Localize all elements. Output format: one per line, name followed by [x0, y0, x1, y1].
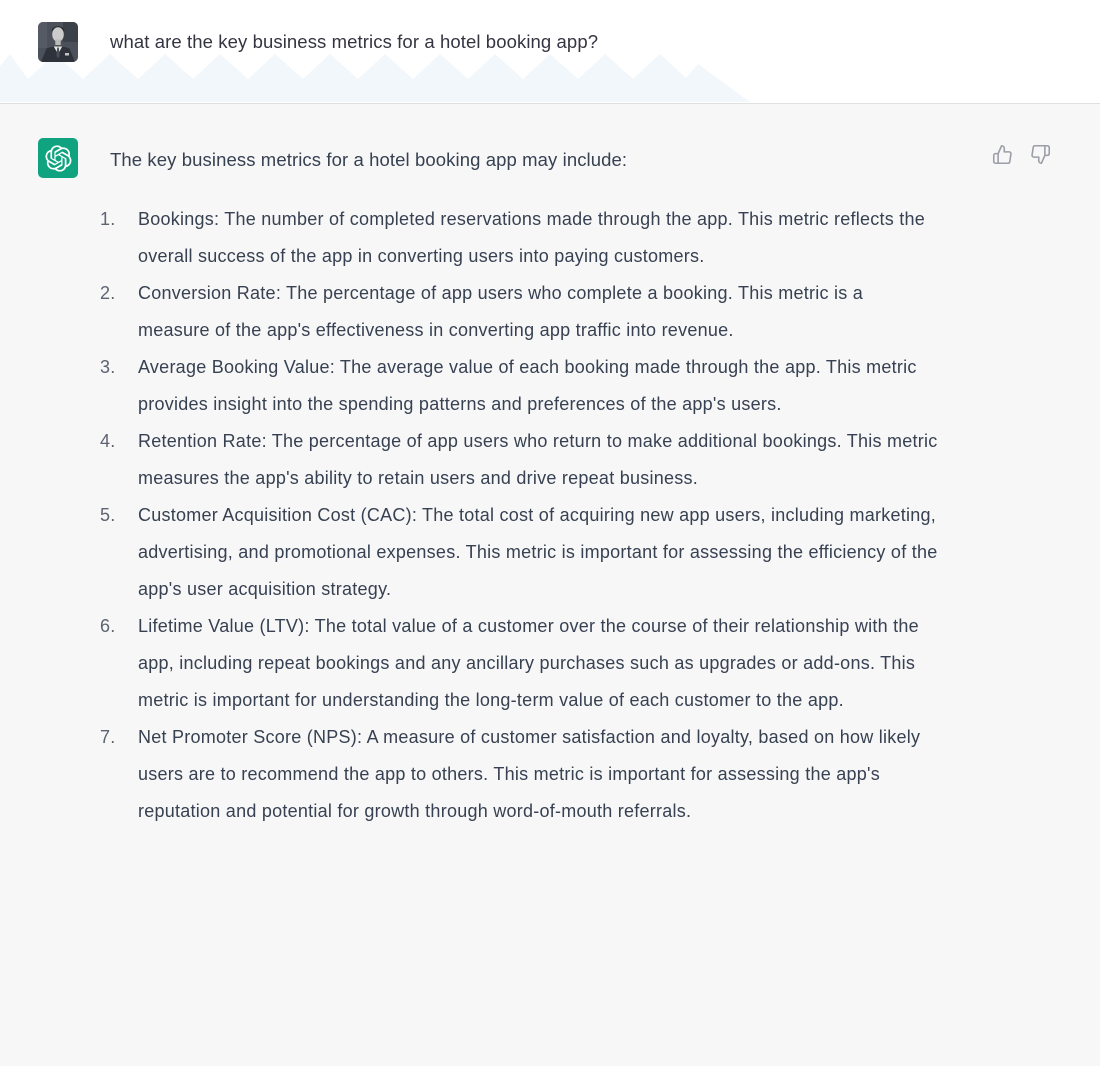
list-item: [100, 349, 970, 423]
list-item-number: 4.: [100, 431, 116, 451]
thumbs-down-icon: [1030, 144, 1051, 165]
openai-logo-icon: [45, 145, 72, 172]
list-item-text: Average Booking Value: The average value of each booking made through the app. This metric provides insight into the spending patterns and preferences of the app's users.: [138, 357, 917, 414]
list-item-number: 1.: [100, 209, 116, 229]
thumbs-down-button[interactable]: [1030, 144, 1051, 165]
list-item: [100, 497, 970, 608]
list-item-text: Customer Acquisition Cost (CAC): The total cost of acquiring new app users, including marketing, advertising, and promotional expenses. This metric is important for assessing the efficiency of the app's user acquisition strategy.: [138, 505, 938, 599]
thumbs-up-icon: [992, 144, 1013, 165]
list-item-text: Bookings: The number of completed reservations made through the app. This metric reflects the overall success of the app in converting users into paying customers.: [138, 209, 925, 266]
user-photo-avatar: [38, 22, 78, 62]
thumbs-up-button[interactable]: [992, 144, 1013, 165]
zigzag-background-decoration: [0, 54, 750, 102]
assistant-message-row: [0, 103, 1100, 1066]
list-item-number: 6.: [100, 616, 116, 636]
user-avatar: [38, 22, 78, 62]
user-message-text: what are the key business metrics for a hotel booking app?: [110, 31, 599, 52]
list-item: [100, 275, 970, 349]
list-item-text: Net Promoter Score (NPS): A measure of customer satisfaction and loyalty, based on how likely users are to recommend the app to others. This metric is important for assessing the app's reputation and potential for growth through word-of-mouth referrals.: [138, 727, 921, 821]
list-item: [100, 719, 970, 830]
list-item-text: Lifetime Value (LTV): The total value of a customer over the course of their relationship with the app, including repeat bookings and any ancillary purchases such as upgrades or add-ons. This metric is important for understanding the long-term value of each customer to the app.: [138, 616, 919, 710]
chatgpt-avatar: [38, 138, 78, 178]
metrics-list: [100, 201, 970, 830]
list-item-number: 7.: [100, 727, 116, 747]
assistant-intro-text: The key business metrics for a hotel booking app may include:: [110, 149, 628, 170]
list-item: [100, 608, 970, 719]
list-item-number: 3.: [100, 357, 116, 377]
list-item-text: Conversion Rate: The percentage of app users who complete a booking. This metric is a measure of the app's effectiveness in converting app traffic into revenue.: [138, 283, 863, 340]
feedback-buttons: [992, 144, 1051, 165]
list-item-number: 5.: [100, 505, 116, 525]
list-item: [100, 423, 970, 497]
list-item-number: 2.: [100, 283, 116, 303]
list-item: [100, 201, 970, 275]
list-item-text: Retention Rate: The percentage of app users who return to make additional bookings. This metric measures the app's ability to retain users and drive repeat business.: [138, 431, 938, 488]
user-message-row: [0, 0, 1100, 103]
